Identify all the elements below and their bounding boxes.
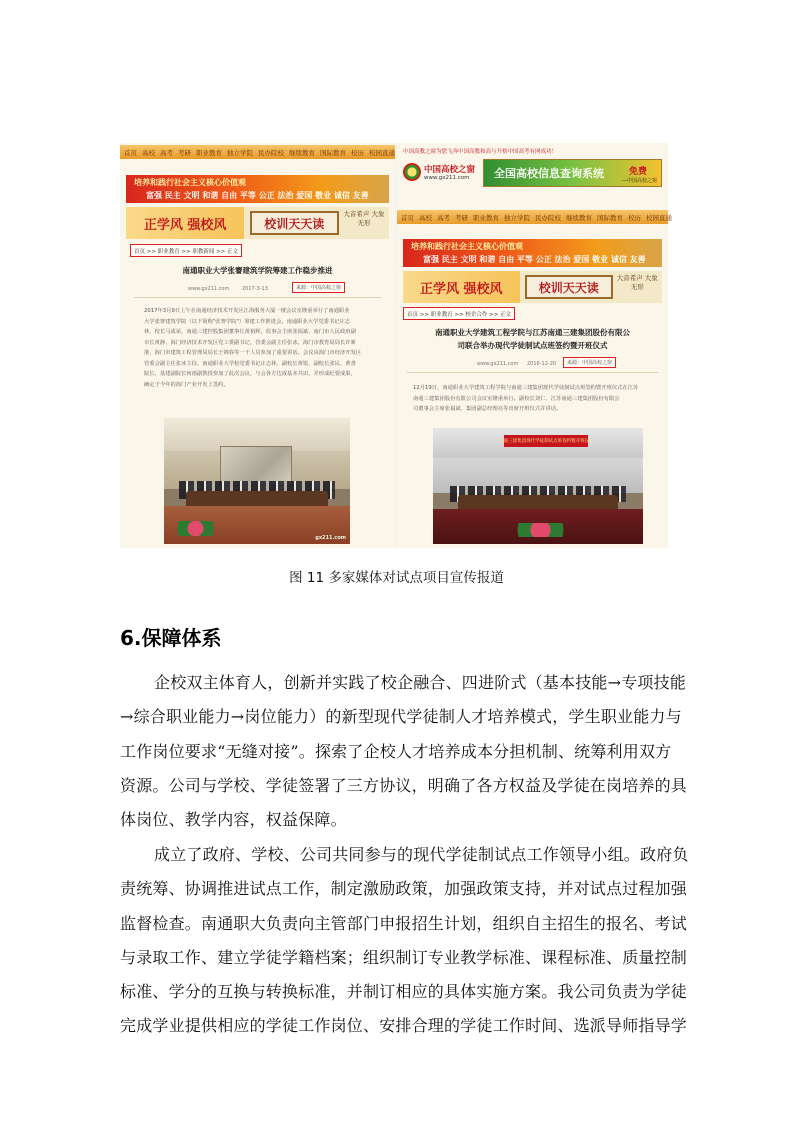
nav-item: 继续教育 bbox=[289, 148, 315, 157]
paragraph-line: 监督检查。南通职大负责向主管部门申报招生计划，组织自主招生的报名、考试 bbox=[120, 913, 688, 933]
article-date: 2016-12-20 bbox=[527, 361, 557, 367]
nav-item: 民办院校 bbox=[535, 213, 561, 222]
paragraph-line: 与录取工作、建立学徒学籍档案；组织制订专业教学标准、课程标准、质量控制 bbox=[120, 947, 688, 967]
nav-item: 高考 bbox=[437, 213, 450, 222]
article-body-line: 市长黄静、海门经济技术开发区党工委副书记，管委会副主任张冰，海门市教育局局长许新 bbox=[144, 339, 356, 346]
nav-item: 国际教育 bbox=[320, 148, 346, 157]
article-title bbox=[397, 326, 668, 352]
nav-item: 国际教育 bbox=[597, 213, 623, 222]
photo-watermark: gx211.com bbox=[315, 535, 346, 541]
article-site: www.gx211.com bbox=[188, 286, 230, 292]
site-tagline: 中国高教之窗为您飞奔中国高教和高与升格中国高考有网成功！ bbox=[403, 149, 558, 155]
paragraph-line: 企校双主体育人，创新并实践了校企融合、四进阶式（基本技能→专项技能 bbox=[154, 673, 687, 692]
article-title-line-1: 南通职业大学建筑工程学院与江苏南通三建集团股份有限公 bbox=[435, 328, 630, 337]
article-site: www.gx211.com bbox=[477, 361, 519, 367]
nav-item: 校历 bbox=[628, 213, 641, 222]
divider bbox=[134, 297, 381, 298]
motto-banner bbox=[126, 207, 389, 239]
breadcrumb: 首页 >> 职业教育 >> 职教新闻 >> 正文 bbox=[130, 244, 242, 257]
article-body-line: 确定于今年的海门产业开发上签约。 bbox=[144, 381, 229, 388]
site-nav-bar bbox=[397, 210, 672, 224]
paragraph-line: 工作岗位要求“无缝对接”。探索了企校人才培养成本分担机制、统筹利用双方 bbox=[120, 741, 672, 761]
motto-banner bbox=[403, 271, 662, 303]
motto-poem: 大音希声 大象无形 bbox=[343, 210, 385, 227]
article-body-line: 南通三建集团股份有限公司会议室隆重举行。副校长刘仁、江苏南通三建集团股份有限公 bbox=[413, 395, 620, 402]
nav-item: 校园直通 bbox=[369, 148, 395, 157]
section-title: 6.保障体系 bbox=[120, 626, 222, 650]
site-url: www.gx211.com bbox=[424, 175, 470, 181]
ceremony-banner: 南通三建集团现代学徒制试点班签约暨开班仪式 bbox=[504, 435, 588, 447]
paragraph-line: 体岗位、教学内容，权益保障。 bbox=[120, 810, 347, 830]
values-slogan-banner bbox=[403, 239, 662, 267]
article-body-line: 2017年3月9日上午在南通经济技术开发区江海服务大厦一楼会议室隆重举行了南通职业 bbox=[144, 308, 350, 314]
query-system-banner bbox=[483, 159, 662, 187]
nav-item: 校历 bbox=[351, 148, 364, 157]
nav-item: 民办院校 bbox=[258, 148, 284, 157]
article-body-line: 院长，基建副院长何雨副教授参加了此次会议，与会各方达成基本共识，并形成纪要成果， bbox=[144, 371, 356, 377]
article-body-line: 司董事会主席张福斌、集团副总经理亮等出席开班仪式并讲话。 bbox=[413, 406, 562, 412]
banner-credit: —中国高校之窗 bbox=[621, 178, 657, 184]
site-nav-bar bbox=[120, 145, 395, 159]
article-source: 来源：中国高校之窗 bbox=[563, 357, 616, 368]
nav-item: 职业教育 bbox=[196, 148, 222, 157]
paragraph-line: →综合职业能力→岗位能力）的新型现代学徒制人才培养模式，学生职业能力与 bbox=[120, 707, 682, 727]
motto-poem: 大音希声 大象无形 bbox=[616, 274, 658, 291]
nav-item: 考研 bbox=[178, 148, 191, 157]
free-badge: 免费 bbox=[628, 167, 647, 177]
article-title-line-2: 司联合举办现代学徒制试点班签约暨开班仪式 bbox=[457, 341, 608, 350]
slogan-line-2: 富强 民主 文明 和谐 自由 平等 公正 法治 爱国 敬业 诚信 友善 bbox=[423, 255, 646, 264]
nav-item: 独立学院 bbox=[504, 213, 530, 222]
article-body-line: 港，海门市建筑工程管理局局长王锦春等一干人员参加了重要讲话。会议由海门市经济开发区 bbox=[144, 350, 362, 356]
article-title: 南通职业大学张謇建筑学院筹建工作稳步推进 bbox=[182, 266, 333, 275]
breadcrumb: 首页 >> 职业教育 >> 校企合作 >> 正文 bbox=[403, 307, 515, 320]
paragraph-line: 成立了政府、学校、公司共同参与的现代学徒制试点工作领导小组。政府负 bbox=[154, 845, 689, 864]
paragraph-line: 标准、学分的互换与转换标准，并制订相应的具体实施方案。我公司负责为学徒 bbox=[120, 982, 688, 1002]
signing-ceremony-photo bbox=[433, 428, 643, 544]
article-date: 2017-3-13 bbox=[242, 286, 268, 292]
site-emblem-icon bbox=[403, 163, 421, 181]
values-slogan-banner bbox=[126, 175, 389, 203]
news-screenshot-left bbox=[120, 143, 395, 548]
figure-caption: 图 11 多家媒体对试点项目宣传报道 bbox=[289, 570, 504, 586]
nav-item: 考研 bbox=[455, 213, 468, 222]
motto-mid: 校训天天读 bbox=[250, 211, 339, 235]
site-header bbox=[403, 157, 662, 191]
nav-item: 独立学院 bbox=[227, 148, 253, 157]
meeting-photo bbox=[164, 418, 350, 544]
nav-item: 校园直通 bbox=[646, 213, 672, 222]
site-name: 中国高校之窗 bbox=[424, 165, 476, 175]
site-logo bbox=[403, 161, 477, 185]
paragraph-1 bbox=[120, 666, 688, 837]
slogan-line-1: 培养和践行社会主义核心价值观 bbox=[411, 242, 523, 251]
nav-item: 高考 bbox=[160, 148, 173, 157]
slogan-line-1: 培养和践行社会主义核心价值观 bbox=[134, 178, 246, 187]
nav-item: 首页 bbox=[124, 148, 137, 157]
paragraph-line: 完成学业提供相应的学徒工作岗位、安排合理的学徒工作时间、选派导师指导学 bbox=[120, 1016, 688, 1036]
divider bbox=[407, 372, 658, 373]
paragraph-line: 资源。公司与学校、学徒签署了三方协议，明确了各方权益及学徒在岗培养的具 bbox=[120, 775, 688, 795]
query-system-title: 全国高校信息查询系统 bbox=[494, 167, 604, 180]
article-source: 来源：中国高校之窗 bbox=[292, 282, 345, 293]
motto-left: 正学风 强校风 bbox=[403, 271, 520, 303]
news-screenshot-right bbox=[397, 143, 672, 548]
article-body-line: 管委会副主任张冰主持。南通职业大学校党委书记庄志林、副校长黄锐、副校长张民、黄善 bbox=[144, 360, 356, 367]
slogan-line-2: 富强 民主 文明 和谐 自由 平等 公正 法治 爱国 敬业 诚信 友善 bbox=[146, 191, 369, 200]
article-body-line: 12月19日，南通职业大学建筑工程学院与南通三建集团现代学徒制试点班签约暨开班仪式在江苏 bbox=[413, 385, 639, 391]
nav-item: 继续教育 bbox=[566, 213, 592, 222]
article-body bbox=[413, 383, 657, 415]
motto-mid: 校训天天读 bbox=[525, 275, 613, 299]
nav-item: 高校 bbox=[419, 213, 432, 222]
motto-left: 正学风 强校风 bbox=[126, 207, 244, 239]
paragraph-line: 责统筹、协调推进试点工作，制定激励政策，加强政策支持，并对试点过程加强 bbox=[120, 879, 688, 899]
article-body-line: 林、校长马成荣，南通三建控股集团董事长黄裕辉，监事会主席张福斌、南门市人民政府副 bbox=[144, 329, 356, 335]
figure-11 bbox=[120, 143, 672, 548]
paragraph-2 bbox=[120, 838, 689, 1044]
nav-item: 职业教育 bbox=[473, 213, 499, 222]
nav-item: 首页 bbox=[401, 213, 414, 222]
article-body bbox=[144, 306, 384, 390]
nav-item: 高校 bbox=[142, 148, 155, 157]
article-body-line: 大学张謇建筑学院（以下简称"张謇学院"）筹建工作推进会。南通职业大学党委书记庄志 bbox=[144, 318, 351, 325]
